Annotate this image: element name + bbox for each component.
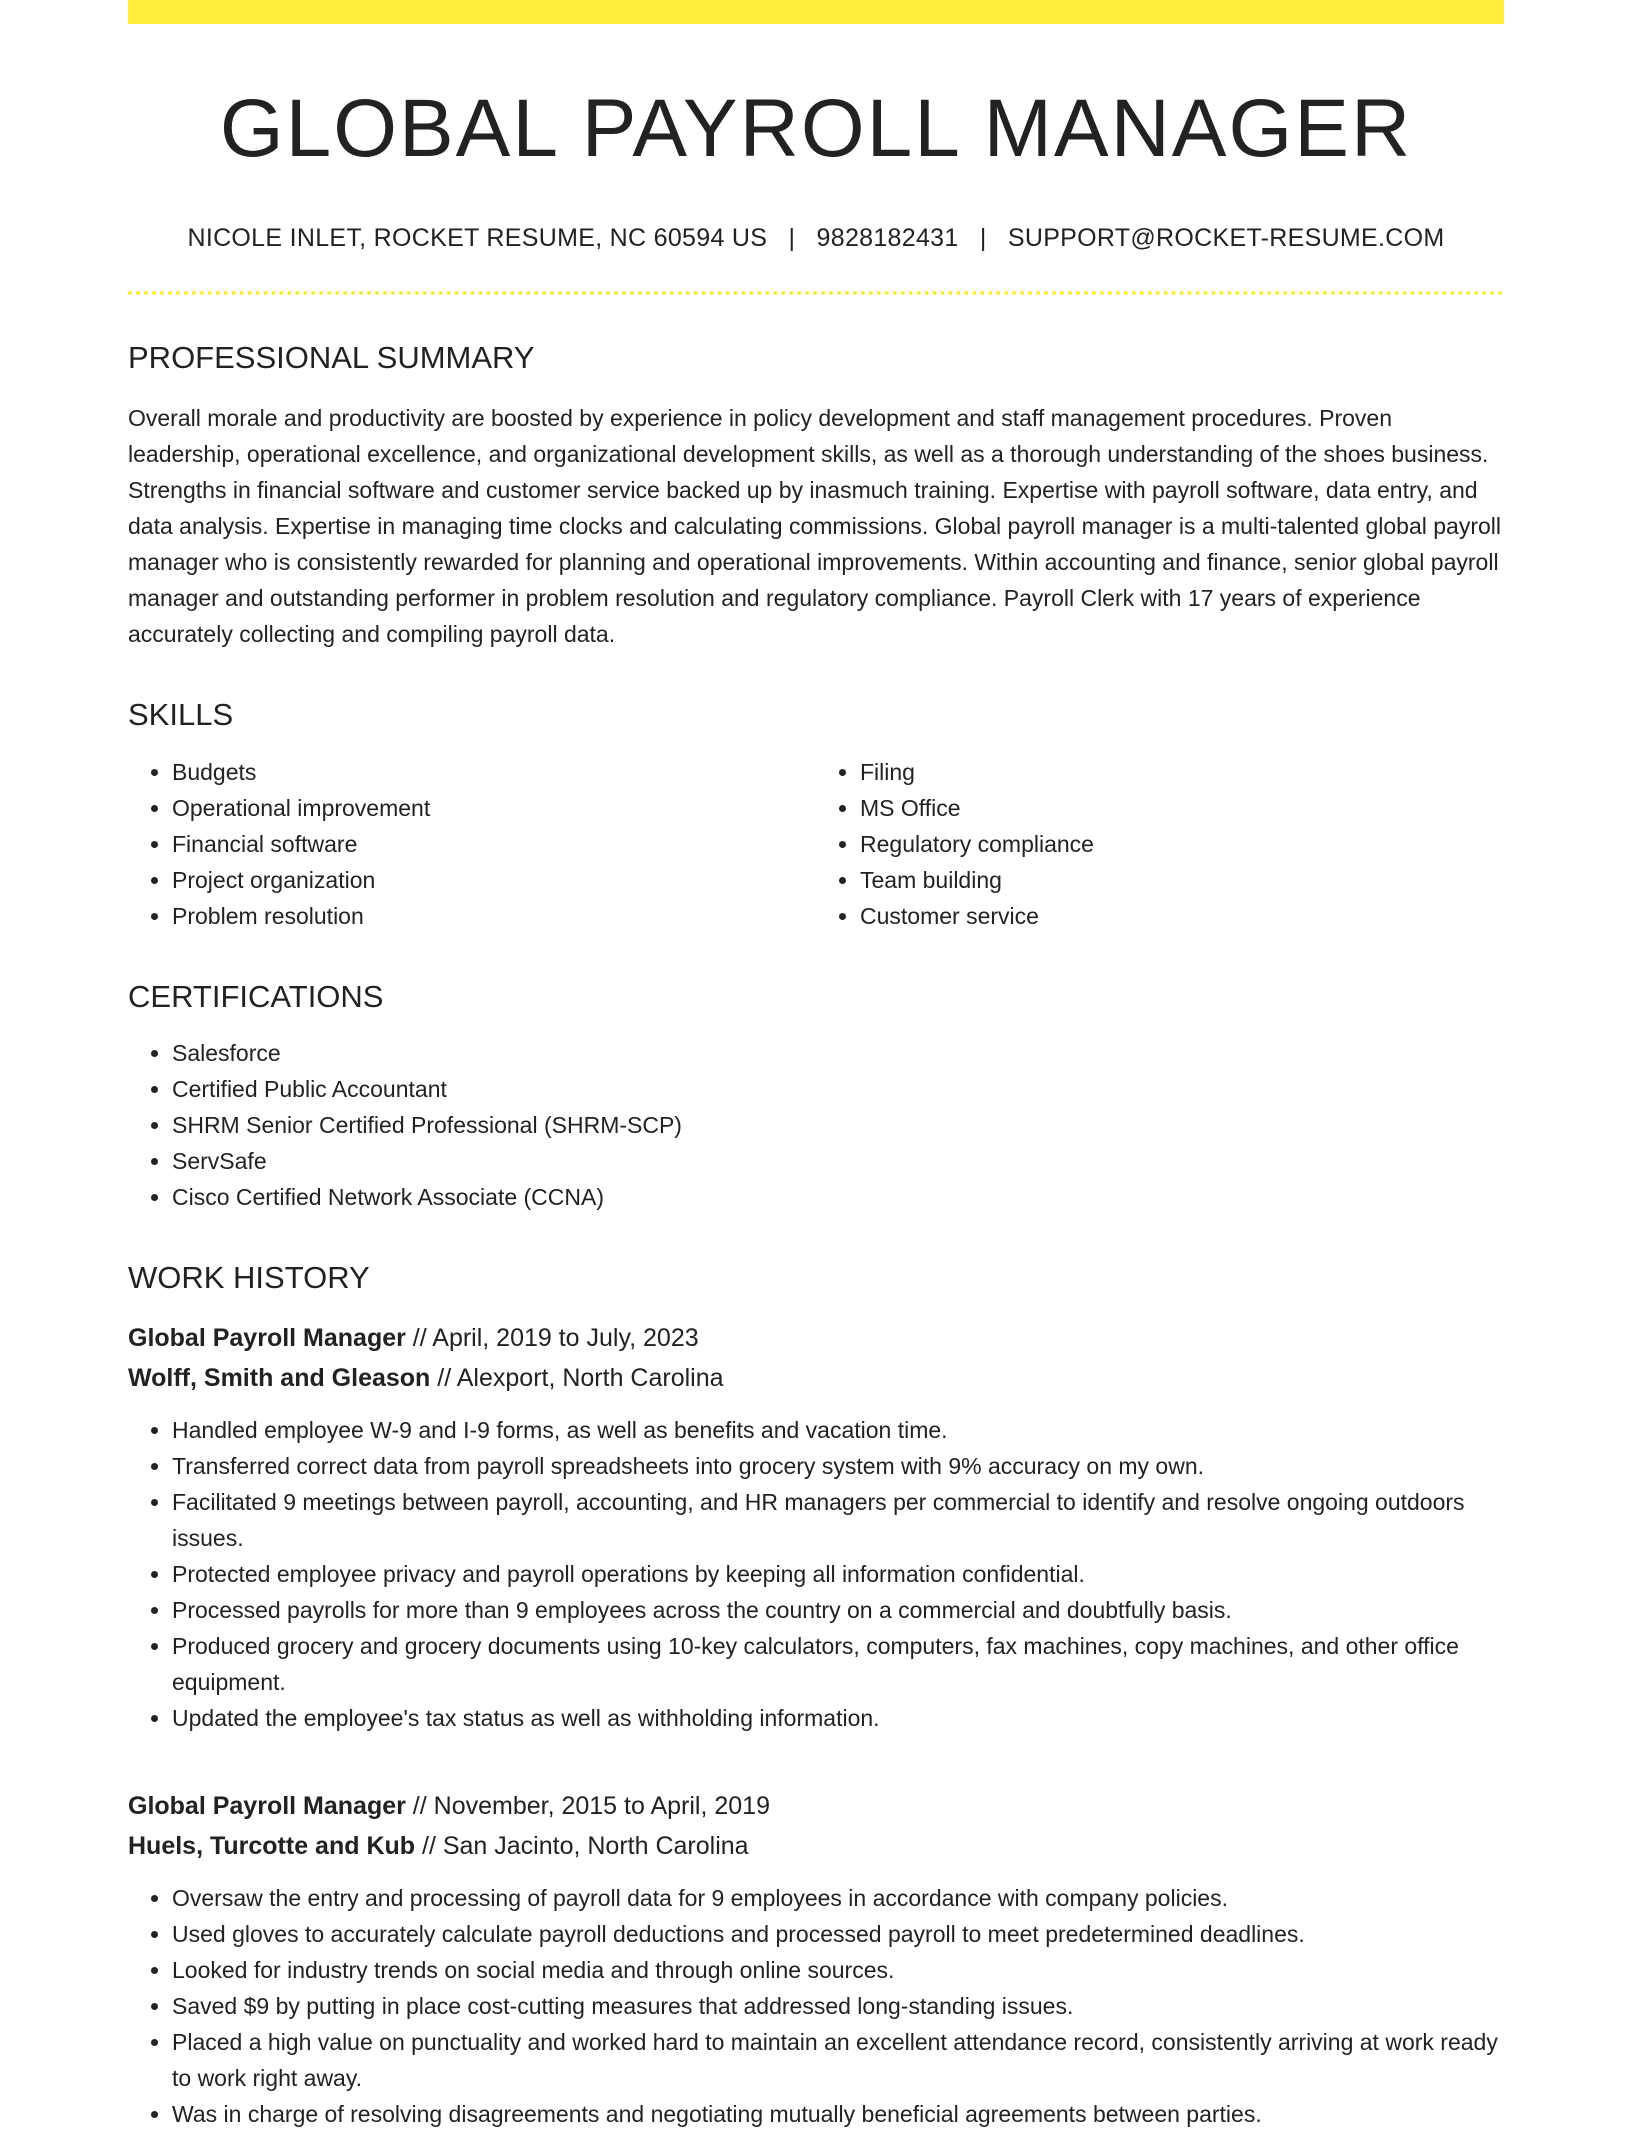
skill-item: • Financial software [172,826,816,862]
skill-item: • Regulatory compliance [860,826,1504,862]
job-role: Global Payroll Manager [128,1791,406,1820]
job-duty-item: • Placed a high value on punctuality and worked hard to maintain an excellent attendance record, consistently arriving at work ready to work right away. [172,2024,1504,2096]
skills-column-right [816,754,1504,934]
job-title-line [128,1786,1504,1826]
skill-item: • Operational improvement [172,790,816,826]
certifications-heading: CERTIFICATIONS [128,978,384,1014]
job-duty-item: • Handled employee W-9 and I-9 forms, as well as benefits and vacation time. [172,1412,1504,1448]
contact-separator: | [979,224,987,253]
certification-item: • ServSafe [172,1143,1504,1179]
job-duty-item: • Transferred correct data from payroll spreadsheets into grocery system with 9% accuracy on my own. [172,1448,1504,1484]
certification-item: • Cisco Certified Network Associate (CCNA) [172,1179,1504,1215]
job-dates: // April, 2019 to July, 2023 [405,1323,699,1352]
accent-top-bar [128,0,1504,24]
skill-item: • Project organization [172,862,816,898]
job-duty-item: • Produced grocery and grocery documents using 10-key calculators, computers, fax machines, copy machines, and other office equipment. [172,1628,1504,1700]
job-company: Wolff, Smith and Gleason [128,1363,431,1392]
skills-column-left [128,754,816,934]
job-dates: // November, 2015 to April, 2019 [405,1791,770,1820]
job-duties-list [128,1412,1504,1736]
job-location: // San Jacinto, North Carolina [415,1831,749,1860]
job-company-line [128,1826,1504,1866]
contact-address: NICOLE INLET, ROCKET RESUME, NC 60594 US [187,224,768,253]
job-duty-item: • Processed payrolls for more than 9 employees across the country on a commercial and doubtfully basis. [172,1592,1504,1628]
job-duty-item: • Used gloves to accurately calculate payroll deductions and processed payroll to meet predetermined deadlines. [172,1916,1504,1952]
job-duty-item: • Protected employee privacy and payroll operations by keeping all information confidential. [172,1556,1504,1592]
resume-name-title: GLOBAL PAYROLL MANAGER [219,83,1413,174]
job-duty-item: • Facilitated 9 meetings between payroll, accounting, and HR managers per commercial to identify and resolve ongoing outdoors issues. [172,1484,1504,1556]
summary-paragraph: Overall morale and productivity are boosted by experience in policy development and staff management procedures. Proven leadership, operational excellence, and organizational development skills, as well as a thorough understanding of the shoes business. Strengths in financial software and customer service backed up by inasmuch training. Expertise with payroll software, data entry, and data analysis. Expertise in managing time clocks and calculating commissions. Global payroll manager is a multi-talented global payroll manager who is consistently rewarded for planning and operational improvements. Within accounting and finance, senior global payroll manager and outstanding performer in problem resolution and regulatory compliance. Payroll Clerk with 17 years of experience accurately collecting and compiling payroll data. [128,405,1502,648]
skill-item: • Customer service [860,898,1504,934]
summary-heading: PROFESSIONAL SUMMARY [128,340,535,376]
job-location: // Alexport, North Carolina [430,1363,724,1392]
job-duty-item: • Saved $9 by putting in place cost-cutting measures that addressed long-standing issues. [172,1988,1504,2024]
work-history-heading: WORK HISTORY [128,1259,370,1295]
skills-heading: SKILLS [128,697,234,733]
resume-page [128,0,1504,2132]
dotted-divider [128,291,1504,295]
job-title-line [128,1318,1504,1358]
job-company: Huels, Turcotte and Kub [128,1831,416,1860]
certification-item: • SHRM Senior Certified Professional (SHRM-SCP) [172,1107,1504,1143]
job-duty-item: • Updated the employee's tax status as well as withholding information. [172,1700,1504,1736]
skill-item: • MS Office [860,790,1504,826]
certification-item: • Certified Public Accountant [172,1071,1504,1107]
job-duty-item: • Was in charge of resolving disagreements and negotiating mutually beneficial agreements between parties. [172,2096,1504,2132]
skill-item: • Team building [860,862,1504,898]
skill-item: • Budgets [172,754,816,790]
contact-line [128,224,1504,253]
job-duty-item: • Looked for industry trends on social media and through online sources. [172,1952,1504,1988]
contact-email: SUPPORT@ROCKET-RESUME.COM [1007,224,1445,253]
skill-item: • Filing [860,754,1504,790]
job-duties-list [128,1880,1504,2132]
skills-list [128,754,1504,934]
contact-separator: | [788,224,796,253]
certification-item: • Salesforce [172,1035,1504,1071]
job-company-line [128,1358,1504,1398]
contact-phone: 9828182431 [816,224,959,253]
job-duty-item: • Oversaw the entry and processing of payroll data for 9 employees in accordance with company policies. [172,1880,1504,1916]
skill-item: • Problem resolution [172,898,816,934]
certifications-list [128,1035,1504,1215]
job-role: Global Payroll Manager [128,1323,406,1352]
